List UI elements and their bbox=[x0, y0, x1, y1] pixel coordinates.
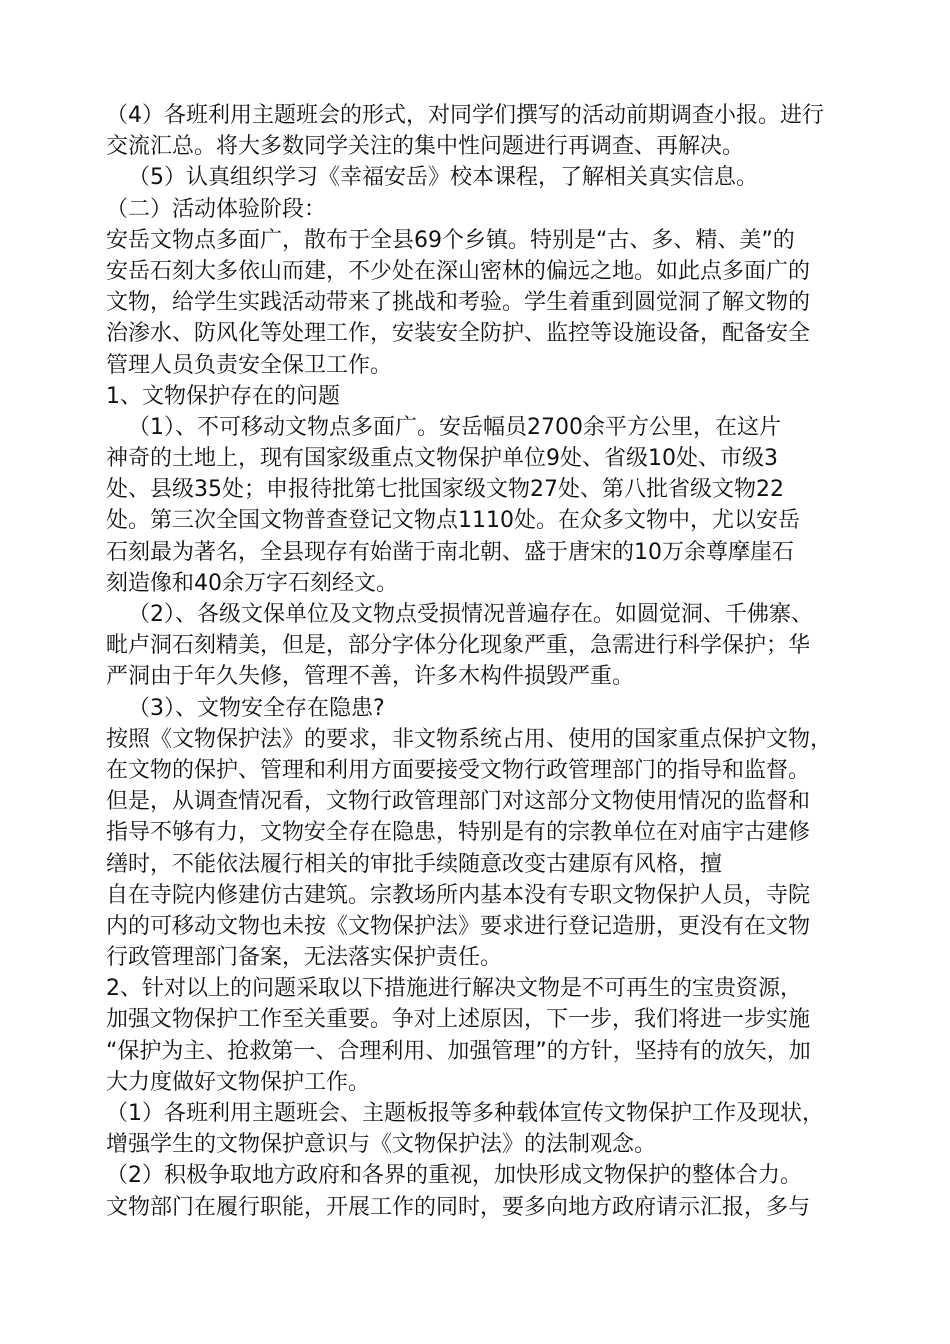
paragraph-line: （1）、不可移动文物点多面广。安岳幅员2700余平方公里，在这片 bbox=[128, 414, 781, 440]
paragraph-line: 在文物的保护、管理和利用方面要接受文物行政管理部门的指导和监督。 bbox=[106, 757, 811, 783]
paragraph-line: （4）各班利用主题班会的形式，对同学们撰写的活动前期调查小报。进行 bbox=[106, 103, 824, 128]
paragraph-line: （2）、各级文保单位及文物点受损情况普遍存在。如圆觉洞、千佛寨、 bbox=[128, 602, 813, 627]
subsection-heading: （3）、文物安全存在隐患? bbox=[128, 695, 385, 721]
paragraph-line: 文物，给学生实践活动带来了挑战和考验。学生着重到圆觉洞了解文物的 bbox=[106, 290, 811, 316]
paragraph-line: 自在寺院内修建仿古建筑。宗教场所内基本没有专职文物保护人员，寺院 bbox=[106, 882, 811, 908]
paragraph-line: 指导不够有力，文物安全存在隐患，特别是有的宗教单位在对庙宇古建修 bbox=[106, 820, 811, 846]
paragraph-line: 刻造像和40余万字石刻经文。 bbox=[106, 570, 398, 596]
section-heading: 2、针对以上的问题采取以下措施进行解决文物是不可再生的宝贵资源， bbox=[106, 976, 802, 1002]
paragraph-line: 安岳石刻大多依山而建，不少处在深山密林的偏远之地。如此点多面广的 bbox=[106, 258, 811, 284]
paragraph-line: 加强文物保护工作至关重要。争对上述原因，下一步，我们将进一步实施 bbox=[106, 1007, 811, 1033]
paragraph-line: 行政管理部门备案，无法落实保护责任。 bbox=[106, 945, 503, 971]
paragraph-line: 石刻最为著名，全县现存有始凿于南北朝、盛于唐宋的10万余尊摩崖石 bbox=[106, 539, 794, 565]
paragraph-line: 增强学生的文物保护意识与《文物保护法》的法制观念。 bbox=[106, 1132, 657, 1158]
paragraph-line: 缮时，不能依法履行相关的审批手续随意改变古建原有风格，擅 bbox=[106, 851, 723, 877]
paragraph-line: 按照《文物保护法》的要求，非文物系统占用、使用的国家重点保护文物， bbox=[106, 726, 833, 752]
paragraph-line: 处、县级35处；申报待批第七批国家级文物27处、第八批省级文物22 bbox=[106, 477, 784, 503]
paragraph-line: 内的可移动文物也未按《文物保护法》要求进行登记造册，更没有在文物 bbox=[106, 913, 811, 939]
paragraph-line: （1）各班利用主题班会、主题板报等多种载体宣传文物保护工作及现状， bbox=[106, 1101, 824, 1126]
paragraph-line: 严洞由于年久失修，管理不善，许多木构件损毁严重。 bbox=[106, 664, 635, 690]
section-heading: （二）活动体验阶段： bbox=[106, 196, 327, 222]
paragraph-line: 处。第三次全国文物普查登记文物点1110处。在众多文物中，尤以安岳 bbox=[106, 508, 800, 534]
paragraph-line: “保护为主、抢救第一、合理利用、加强管理”的方针，坚持有的放矢，加 bbox=[106, 1038, 811, 1064]
paragraph-line: 管理人员负责安全保卫工作。 bbox=[106, 352, 393, 378]
paragraph-line: （5）认真组织学习《幸福安岳》校本课程，了解相关真实信息。 bbox=[128, 165, 758, 191]
paragraph-line: （2）积极争取地方政府和各界的重视，加快形成文物保护的整体合力。 bbox=[106, 1163, 802, 1189]
paragraph-line: 但是，从调查情况看，文物行政管理部门对这部分文物使用情况的监督和 bbox=[106, 789, 811, 815]
paragraph-line: 毗卢洞石刻精美，但是，部分字体分化现象严重，急需进行科学保护；华 bbox=[106, 633, 811, 659]
paragraph-line: 文物部门在履行职能，开展工作的同时，要多向地方政府请示汇报，多与 bbox=[106, 1194, 811, 1220]
section-heading: 1、文物保护存在的问题 bbox=[106, 383, 340, 409]
paragraph-line: 大力度做好文物保护工作。 bbox=[106, 1069, 371, 1095]
paragraph-line: 交流汇总。将大多数同学关注的集中性问题进行再调查、再解决。 bbox=[106, 134, 745, 160]
paragraph-line: 治渗水、防风化等处理工作，安装安全防护、监控等设施设备，配备安全 bbox=[106, 321, 811, 347]
paragraph-line: 安岳文物点多面广，散布于全县69个乡镇。特别是“古、多、精、美”的 bbox=[106, 227, 795, 253]
document-body bbox=[106, 100, 866, 1223]
paragraph-line: 神奇的土地上，现有国家级重点文物保护单位9处、省级10处、市级3 bbox=[106, 446, 778, 472]
